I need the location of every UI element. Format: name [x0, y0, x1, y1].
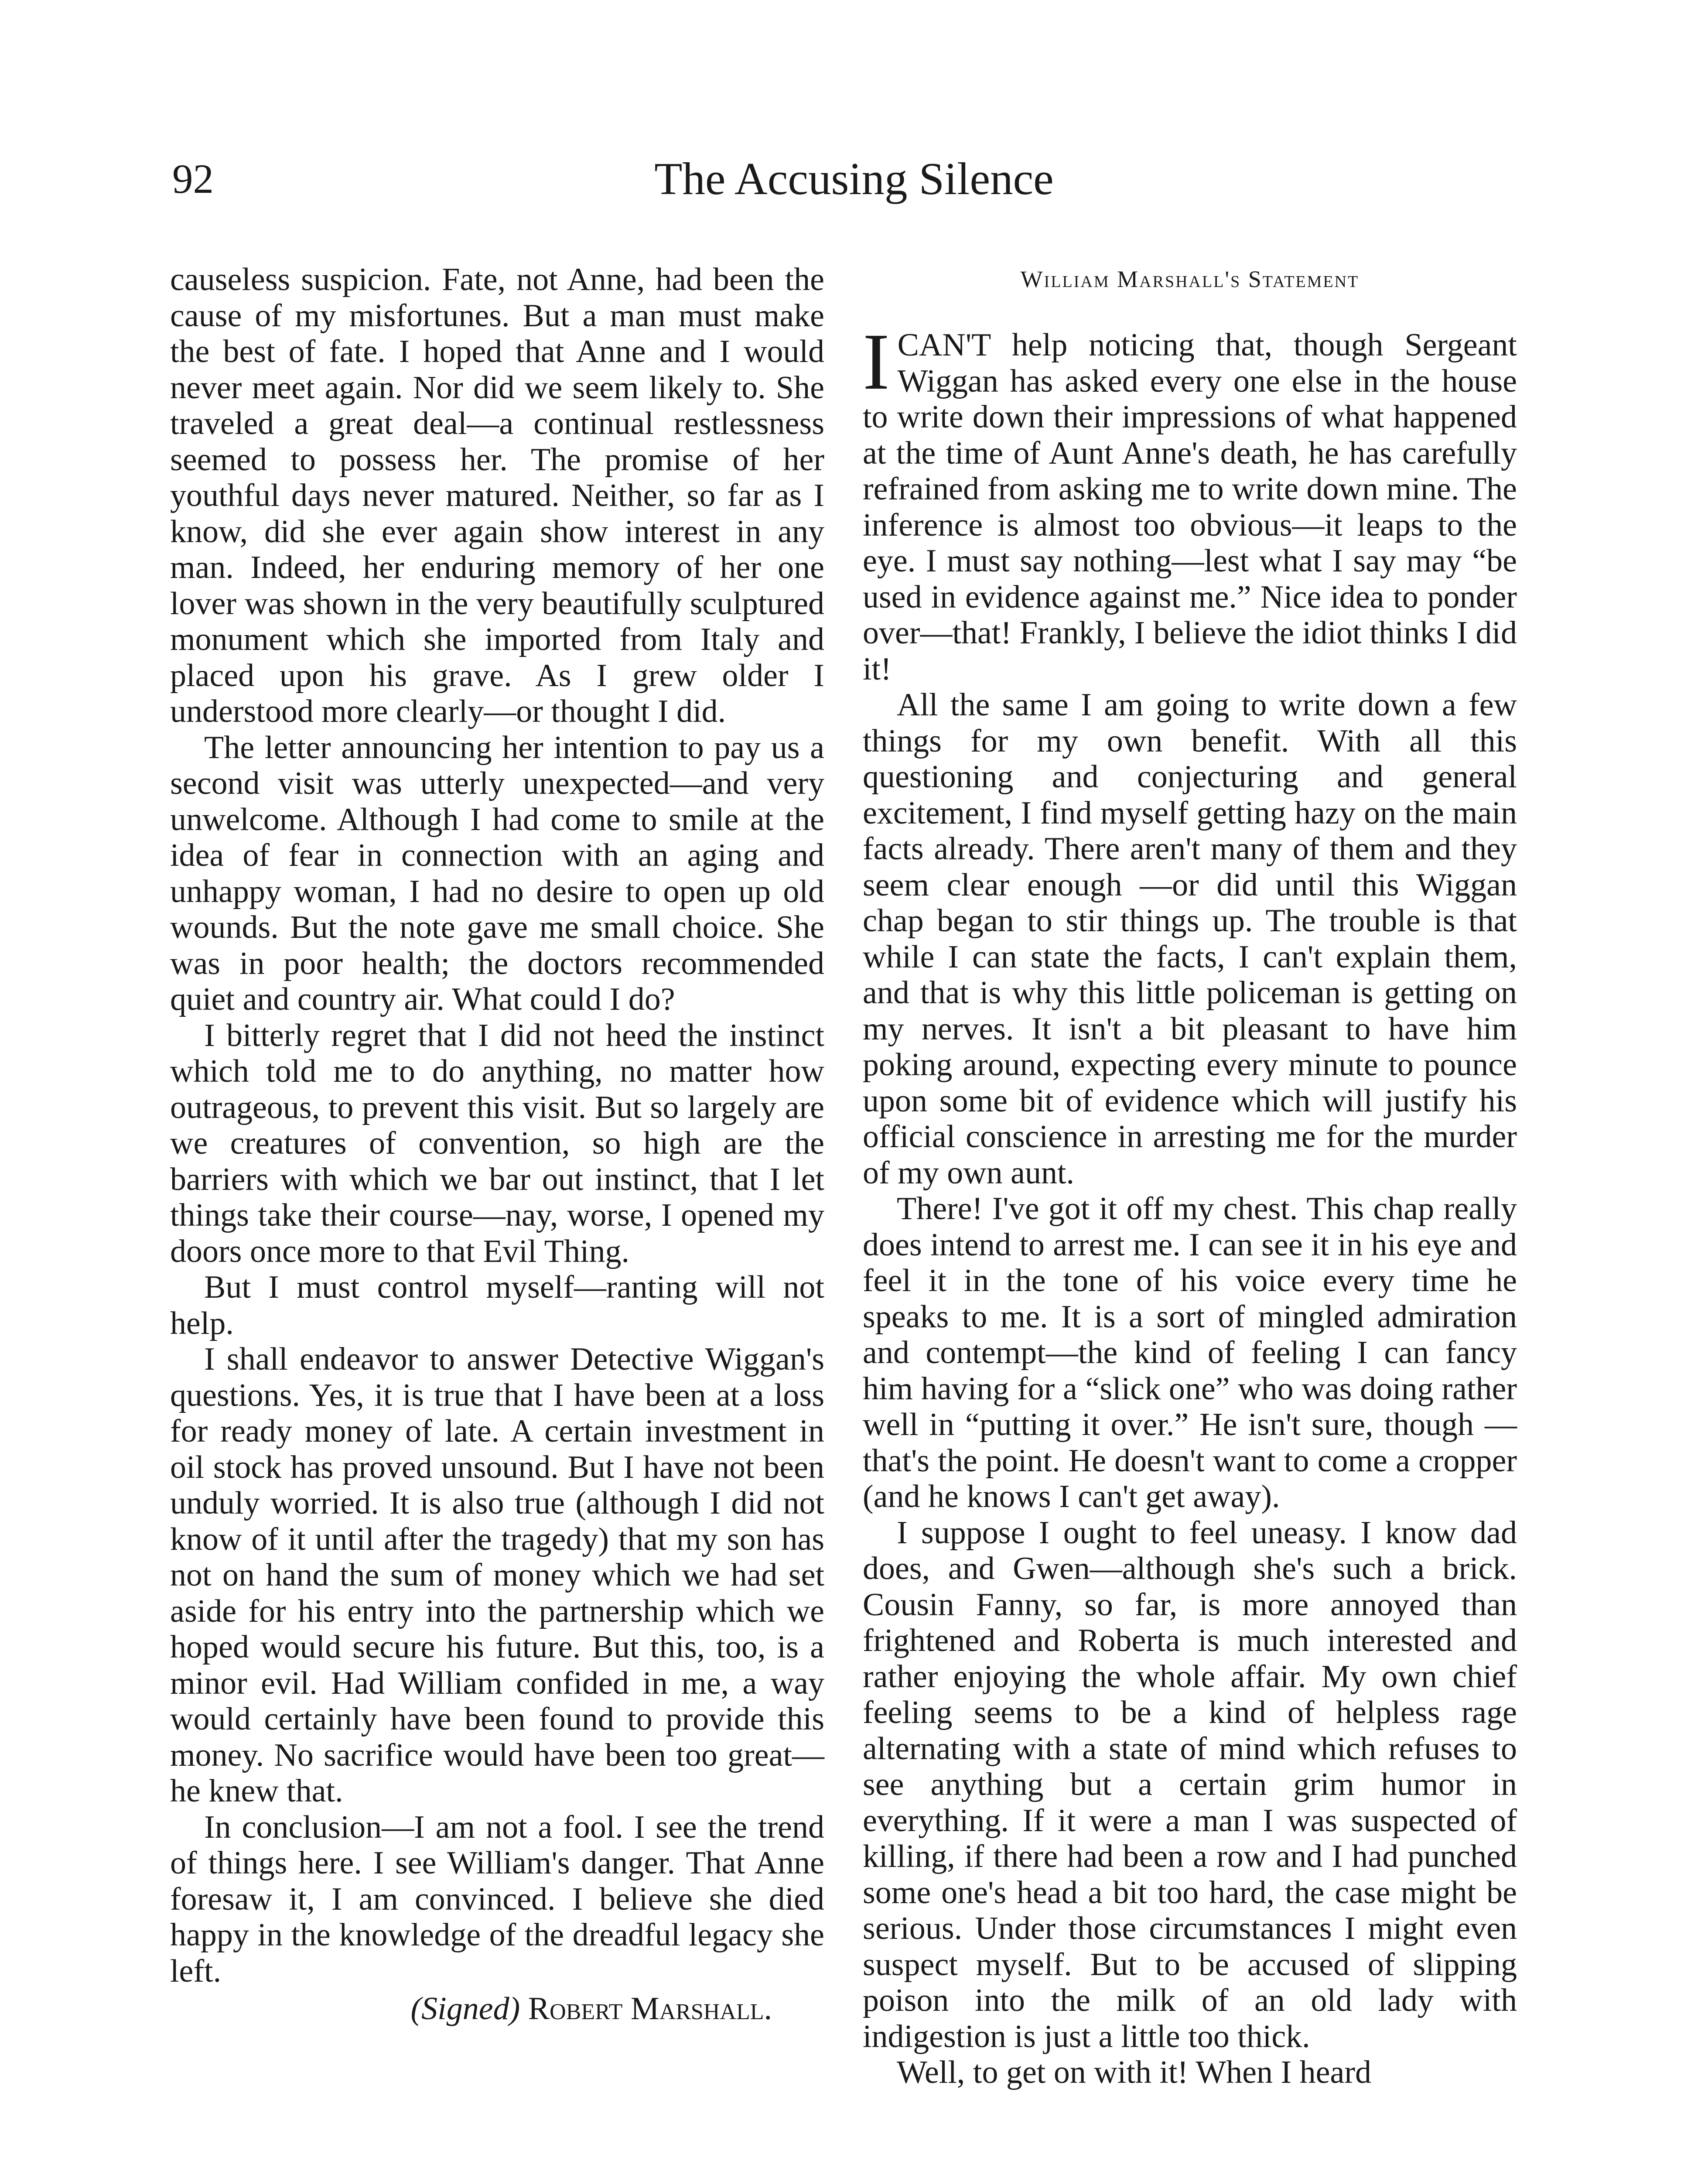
- right-paragraph-5: Well, to get on with it! When I heard: [897, 2055, 1371, 2090]
- right-paragraph-4: I suppose I ought to feel uneasy. I know dad does, and Gwen—although she's such a brick. Cousin Fanny, so far, is more annoyed than frightened and Roberta is much interested and rather enjoying the whole affair. My own chief feeling seems to be a kind of helpless rage alternating with a state of mind which refuses to see anything but a certain grim humor in everything. If it were a man I was suspected of killing, if there had been a row and I had punched some one's head a bit too hard, the case might be serious. Under those circumstances I might even suspect myself. But to be accused of slipping poison into the milk of an old lady with indigestion is just a little too thick.: [863, 1514, 1517, 2055]
- left-paragraph-1: causeless suspicion. Fate, not Anne, had been the cause of my misfortunes. But a man must make the best of fate. I hoped that Anne and I would never meet again. Nor did we seem likely to. She traveled a great deal—a continual restlessness seemed to possess her. The promise of her youthful days never matured. Neither, so far as I know, did she ever again show interest in any man. Indeed, her enduring memory of her one lover was shown in the very beautifully sculptured monument which she imported from Italy and placed upon his grave. As I grew older I understood more clearly—or thought I did.: [170, 262, 824, 729]
- left-paragraph-5: I shall endeavor to answer Detective Wiggan's questions. Yes, it is true that I have been at a loss for ready money of late. A certain investment in oil stock has proved unsound. But I have not been unduly worried. It is also true (although I did not know of it until after the tragedy) that my son has not on hand the sum of money which we had set aside for his entry into the partnership which we hoped would secure his future. But this, too, is a minor evil. Had William confided in me, a way would certainly have been found to provide this money. No sacrifice would have been too great—he knew that.: [170, 1341, 824, 1809]
- page-header: [166, 155, 1542, 220]
- right-column: [863, 262, 1517, 2091]
- drop-cap: I: [863, 317, 890, 407]
- right-paragraph-1: [863, 317, 1517, 687]
- section-heading: William Marshall's Statement: [1020, 266, 1360, 292]
- right-paragraph-3: There! I've got it off my chest. This chap really does intend to arrest me. I can see it in his eye and feel it in the tone of his voice every time he speaks to me. It is a sort of mingled admiration and contempt—the kind of feeling I can fancy him having for a “slick one” who was doing rather well in “putting it over.” He isn't sure, though —that's the point. He doesn't want to come a cropper (and he knows I can't get away).: [863, 1191, 1517, 1514]
- signature-name: Robert Marshall.: [528, 1991, 772, 2027]
- page-number: 92: [172, 156, 214, 202]
- left-paragraph-2: The letter announcing her intention to pay us a second visit was utterly unexpected—and very unwelcome. Although I had come to smile at the idea of fear in connection with an aging and unhappy woman, I had no desire to open up old wounds. But the note gave me small choice. She was in poor health; the doctors recommended quiet and country air. What could I do?: [170, 729, 824, 1017]
- right-paragraph-1-text: CAN'T help noticing that, though Sergeant Wiggan has asked every one else in the house to write down their impressions of what happened at the time of Aunt Anne's death, he has carefully refrained from asking me to write down mine. The inference is almost too obvious—it leaps to the eye. I must say nothing—lest what I say may “be used in evidence against me.” Nice idea to ponder over—that! Frankly, I believe the idiot thinks I did it!: [863, 327, 1517, 687]
- left-paragraph-4: But I must control myself—ranting will not help.: [170, 1269, 824, 1341]
- left-paragraph-3: I bitterly regret that I did not heed the instinct which told me to do anything, no matter how outrageous, to prevent this visit. But so largely are we creatures of convention, so high are the barriers with which we bar out instinct, that I let things take their course—nay, worse, I opened my doors once more to that Evil Thing.: [170, 1017, 824, 1269]
- running-title: The Accusing Silence: [654, 153, 1054, 204]
- right-paragraph-2: All the same I am going to write down a few things for my own benefit. With all this questioning and conjecturing and general excitement, I find myself getting hazy on the main facts already. There aren't many of them and they seem clear enough —or did until this Wiggan chap began to stir things up. The trouble is that while I can state the facts, I can't explain them, and that is why this little policeman is getting on my nerves. It isn't a bit pleasant to have him poking around, expecting every minute to pounce upon some bit of evidence which will justify his official conscience in arresting me for the murder of my own aunt.: [863, 687, 1517, 1191]
- left-column: [170, 262, 824, 2027]
- signature-label: (Signed): [410, 1991, 520, 2027]
- signature: [170, 1991, 824, 2027]
- left-paragraph-6: In conclusion—I am not a fool. I see the trend of things here. I see William's danger. That Anne foresaw it, I am convinced. I believe she died happy in the knowledge of the dreadful legacy she left.: [170, 1809, 824, 1989]
